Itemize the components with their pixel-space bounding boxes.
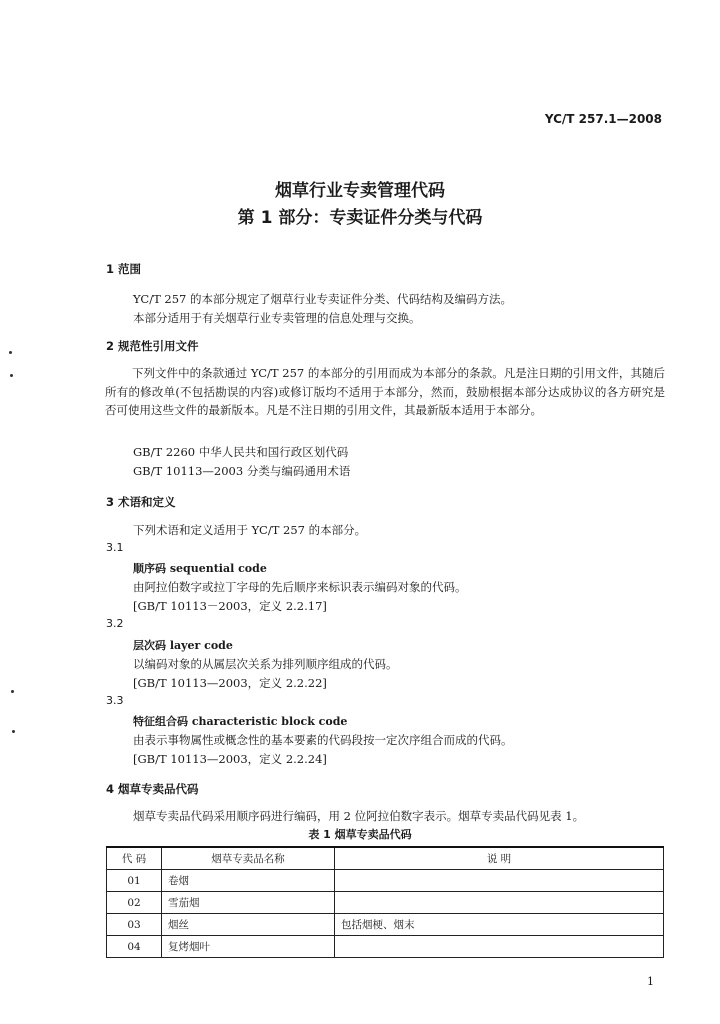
table-cell-name: 复烤烟叶 — [162, 936, 335, 958]
section-2-para-1: 下列文件中的条款通过 YC/T 257 的本部分的引用而成为本部分的条款。凡是注日期的引用文件，其随后所有的修改单(不包括勘误的内容)或修订版均不适用于本部分，然而，鼓励根据本部分达成协议的各方研究是否可使用这些文件的最新版本。凡是不注日期的引用文件，其最新版本适用于本部分。 — [105, 366, 665, 417]
section-4-para-1: 烟草专卖品代码采用顺序码进行编码，用 2 位阿拉伯数字表示。烟草专卖品代码见表 1。 — [133, 809, 585, 823]
table-header-description: 说 明 — [335, 847, 664, 870]
term-3-1-source: [GB/T 10113－2003，定义 2.2.17] — [133, 599, 327, 613]
term-3-3-source: [GB/T 10113—2003，定义 2.2.24] — [133, 752, 327, 766]
table-cell-code: 02 — [107, 892, 162, 914]
table-row — [107, 936, 664, 958]
section-3-intro: 下列术语和定义适用于 YC/T 257 的本部分。 — [133, 523, 367, 537]
table-cell-description — [335, 870, 664, 892]
table-cell-description: 包括烟梗、烟末 — [335, 914, 664, 936]
term-3-2-number: 3.2 — [106, 617, 124, 630]
term-3-2-definition: 以编码对象的从属层次关系为排列顺序组成的代码。 — [133, 657, 398, 671]
scan-speck — [11, 690, 14, 693]
table-header-row — [107, 847, 664, 870]
term-3-2-name: 层次码 layer code — [133, 639, 233, 652]
table-1 — [106, 846, 664, 958]
scan-speck — [10, 374, 13, 377]
term-3-3-name: 特征组合码 characteristic block code — [133, 715, 348, 728]
table-row — [107, 914, 664, 936]
table-cell-name: 雪茄烟 — [162, 892, 335, 914]
scan-speck — [9, 351, 12, 354]
table-row — [107, 892, 664, 914]
page-number: 1 — [647, 975, 654, 988]
table-cell-code: 03 — [107, 914, 162, 936]
table-cell-code: 04 — [107, 936, 162, 958]
title-line-2: 第 1 部分：专卖证件分类与代码 — [237, 208, 483, 228]
reference-gbt-10113: GB/T 10113—2003 分类与编码通用术语 — [133, 464, 351, 478]
standard-id: YC/T 257.1—2008 — [544, 112, 662, 126]
term-3-1-name: 顺序码 sequential code — [133, 562, 267, 575]
title-line-1: 烟草行业专卖管理代码 — [275, 181, 445, 201]
section-2-heading: 2 规范性引用文件 — [106, 339, 199, 353]
table-cell-name: 卷烟 — [162, 870, 335, 892]
table-cell-code: 01 — [107, 870, 162, 892]
section-1-para-2: 本部分适用于有关烟草行业专卖管理的信息处理与交换。 — [133, 311, 421, 325]
reference-gbt-2260: GB/T 2260 中华人民共和国行政区划代码 — [133, 445, 349, 459]
table-1-caption: 表 1 烟草专卖品代码 — [308, 828, 412, 841]
scan-speck — [12, 730, 15, 733]
table-header-code: 代 码 — [107, 847, 162, 870]
section-4-heading: 4 烟草专卖品代码 — [106, 782, 199, 796]
table-cell-description — [335, 892, 664, 914]
table-cell-name: 烟丝 — [162, 914, 335, 936]
term-3-1-definition: 由阿拉伯数字或拉丁字母的先后顺序来标识表示编码对象的代码。 — [133, 580, 467, 594]
section-1-heading: 1 范围 — [106, 262, 142, 276]
table-row — [107, 870, 664, 892]
section-3-heading: 3 术语和定义 — [106, 495, 176, 509]
section-1-para-1: YC/T 257 的本部分规定了烟草行业专卖证件分类、代码结构及编码方法。 — [133, 292, 512, 306]
table-cell-description — [335, 936, 664, 958]
table-header-name: 烟草专卖品名称 — [162, 847, 335, 870]
term-3-3-number: 3.3 — [106, 694, 124, 707]
term-3-2-source: [GB/T 10113—2003，定义 2.2.22] — [133, 676, 327, 690]
term-3-3-definition: 由表示事物属性或概念性的基本要素的代码段按一定次序组合而成的代码。 — [133, 733, 513, 747]
term-3-1-number: 3.1 — [106, 541, 124, 554]
